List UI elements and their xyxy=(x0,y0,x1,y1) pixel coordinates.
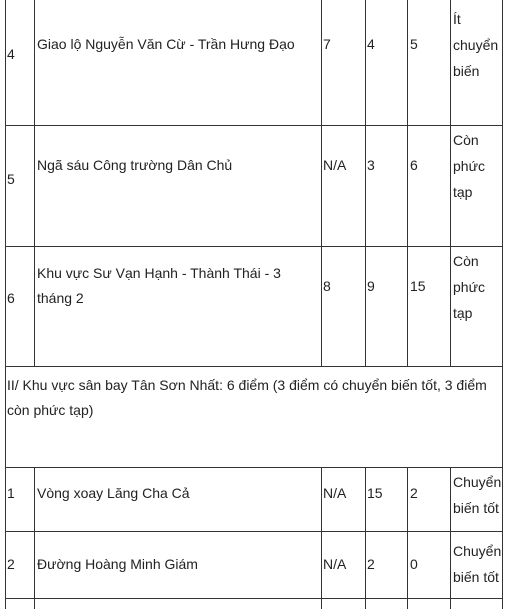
status-text xyxy=(453,538,503,590)
status-line: Ít xyxy=(453,11,461,27)
column-divider xyxy=(407,467,408,609)
value-col3: 5 xyxy=(410,36,418,52)
status-line: chuyển xyxy=(453,37,499,53)
section-heading-line: II/ Khu vực sân bay Tân Sơn Nhất: 6 điểm (3 điểm có chuyển biến tốt, 3 điểm xyxy=(7,377,487,393)
location-name xyxy=(37,261,281,311)
status-text xyxy=(453,6,505,84)
value-col2: 2 xyxy=(367,556,375,572)
section-heading xyxy=(7,373,487,423)
row-divider xyxy=(5,125,503,126)
column-divider xyxy=(407,0,408,366)
value-col3: 0 xyxy=(410,556,418,572)
row-divider xyxy=(5,246,503,247)
row-number: 2 xyxy=(7,556,15,572)
row-number: 6 xyxy=(7,290,15,306)
location-name-line: Khu vực Sư Vạn Hạnh - Thành Thái - 3 xyxy=(37,265,281,281)
column-divider xyxy=(321,467,322,609)
status-line: Chuyển xyxy=(453,474,502,490)
status-text xyxy=(453,469,503,521)
status-line: biến xyxy=(453,63,480,79)
status-line: phức xyxy=(453,279,485,295)
status-line: tạp xyxy=(453,184,473,200)
value-col1: N/A xyxy=(323,157,347,173)
location-name: Giao lộ Nguyễn Văn Cừ - Trần Hưng Đạo xyxy=(37,36,295,52)
value-col1: 7 xyxy=(323,36,331,52)
value-col1: N/A xyxy=(323,556,347,572)
row-number: 1 xyxy=(7,485,15,501)
section-heading-line: còn phức tạp) xyxy=(7,402,94,418)
location-name: Đường Hoàng Minh Giám xyxy=(37,556,198,572)
column-divider xyxy=(34,467,35,609)
table-left-border xyxy=(5,0,6,609)
row-divider xyxy=(5,366,503,367)
status-line: Còn xyxy=(453,253,479,269)
row-divider xyxy=(5,467,503,468)
value-col1: N/A xyxy=(323,485,347,501)
value-col1: 8 xyxy=(323,278,331,294)
status-text xyxy=(453,127,505,205)
location-name: Ngã sáu Công trường Dân Chủ xyxy=(37,157,233,173)
column-divider xyxy=(321,0,322,366)
status-line: biến tốt xyxy=(453,569,499,585)
column-divider xyxy=(450,0,451,366)
column-divider xyxy=(34,0,35,366)
status-line: phức xyxy=(453,158,485,174)
location-name-line: tháng 2 xyxy=(37,290,84,306)
status-line: Còn xyxy=(453,132,479,148)
row-number: 5 xyxy=(7,171,15,187)
status-line: biến tốt xyxy=(453,500,499,516)
value-col2: 9 xyxy=(367,278,375,294)
status-line: Chuyển xyxy=(453,543,502,559)
status-text xyxy=(453,248,505,326)
value-col3: 6 xyxy=(410,157,418,173)
value-col3: 15 xyxy=(410,278,426,294)
column-divider xyxy=(450,467,451,609)
row-divider xyxy=(5,531,503,532)
value-col3: 2 xyxy=(410,485,418,501)
column-divider xyxy=(365,0,366,366)
status-line: tạp xyxy=(453,305,473,321)
value-col2: 4 xyxy=(367,36,375,52)
row-divider xyxy=(5,598,503,599)
value-col2: 3 xyxy=(367,157,375,173)
row-number: 4 xyxy=(7,46,15,62)
value-col2: 15 xyxy=(367,485,383,501)
column-divider xyxy=(365,467,366,609)
location-name: Vòng xoay Lăng Cha Cả xyxy=(37,485,190,501)
